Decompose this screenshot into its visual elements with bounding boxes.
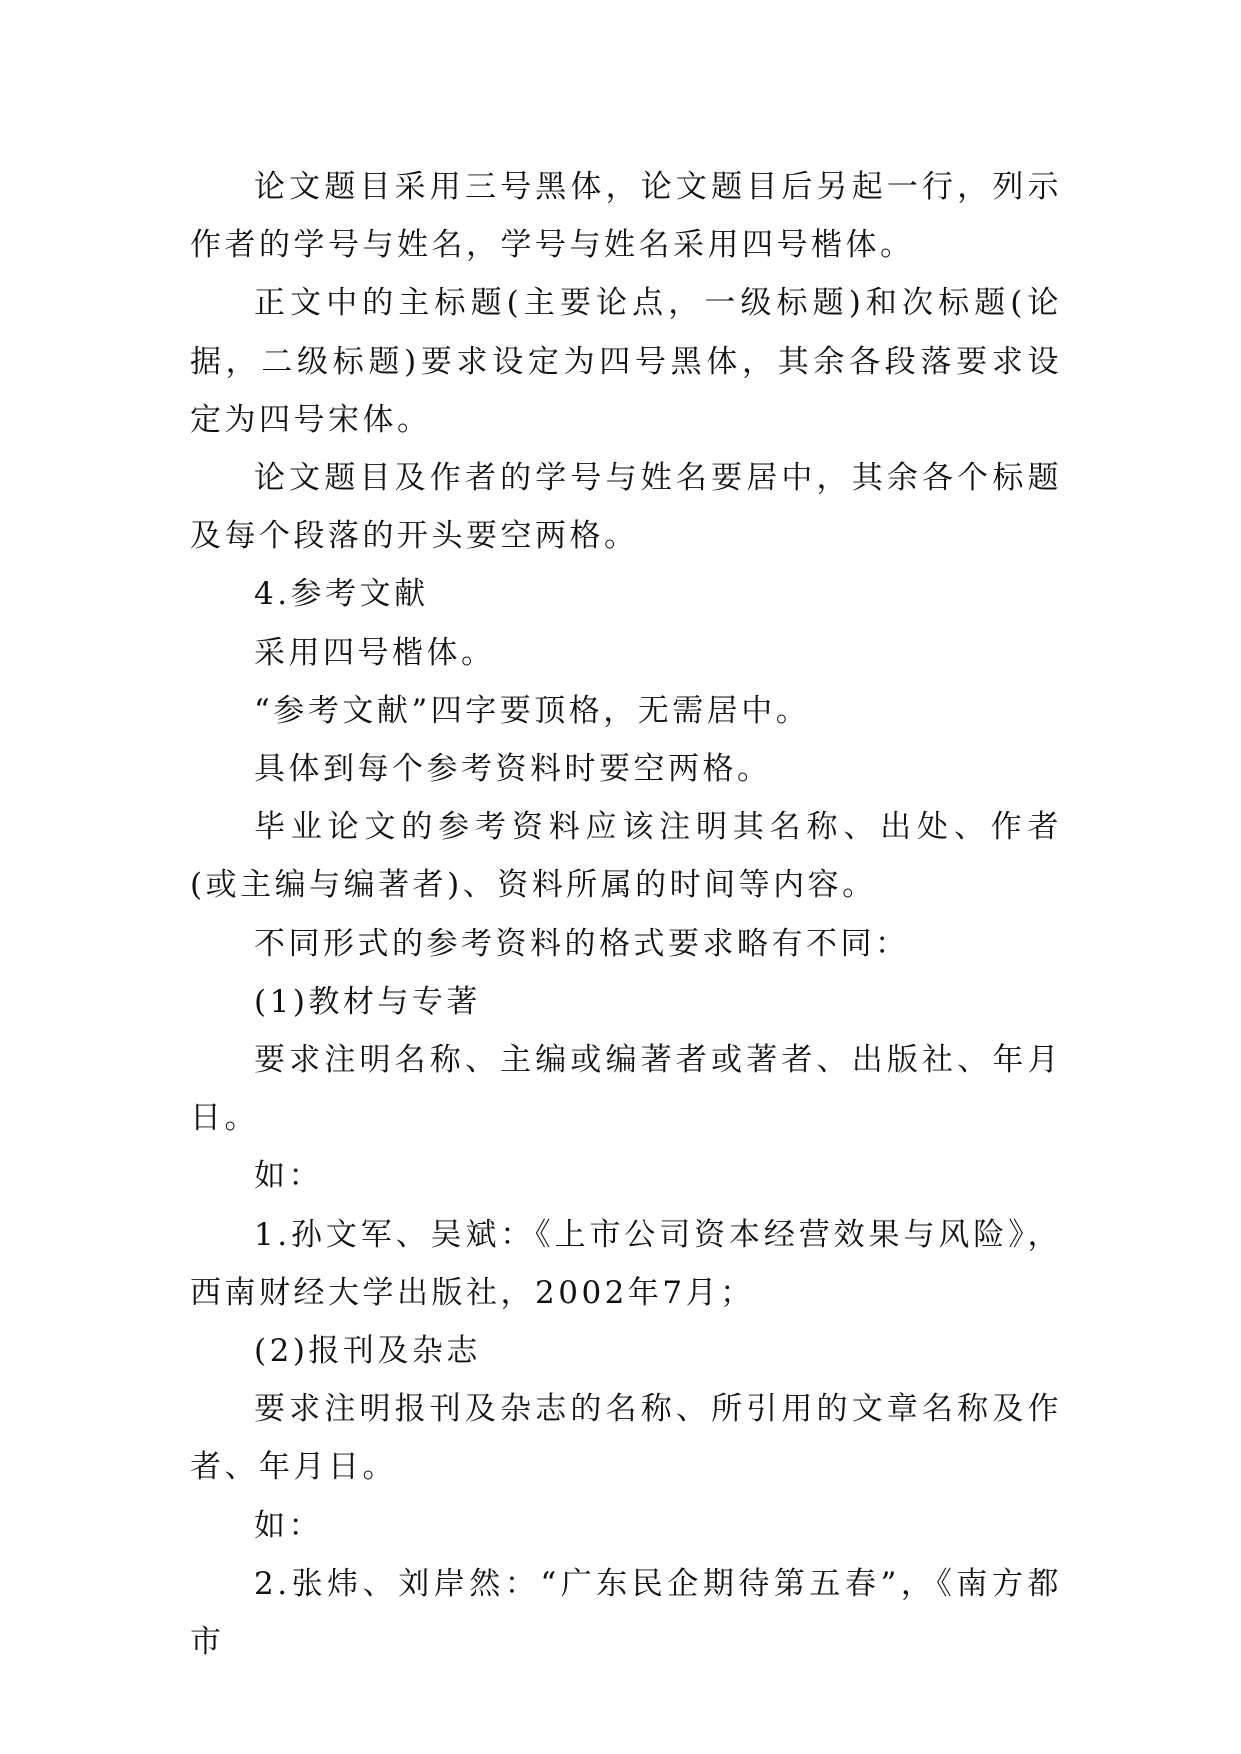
- paragraph-alignment-rule: 论文题目及作者的学号与姓名要居中，其余各个标题及每个段落的开头要空两格。: [190, 460, 1062, 555]
- section-heading-references: 4.参考文献: [254, 576, 429, 613]
- subheading-textbooks: (1)教材与专著: [254, 983, 481, 1020]
- paragraph-example-label: 如：: [254, 1158, 323, 1195]
- paragraph-periodicals-rule: 要求注明报刊及杂志的名称、所引用的文章名称及作者、年月日。: [190, 1391, 1062, 1486]
- paragraph-example-label: 如：: [254, 1507, 323, 1544]
- paragraph-references-indent-rule: 具体到每个参考资料时要空两格。: [254, 751, 772, 788]
- paragraph-references-heading-rule: “参考文献”四字要顶格，无需居中。: [254, 692, 811, 729]
- subheading-periodicals: (2)报刊及杂志: [254, 1333, 481, 1370]
- paragraph-title-format: 论文题目采用三号黑体，论文题目后另起一行，列示作者的学号与姓名，学号与姓名采用四号楷体。: [190, 169, 1062, 264]
- paragraph-heading-format: 正文中的主标题(主要论点，一级标题)和次标题(论据，二级标题)要求设定为四号黑体，其余各段落要求设定为四号宋体。: [190, 285, 1062, 438]
- reference-example-1: 1.孙文军、吴斌：《上市公司资本经营效果与风险》，西南财经大学出版社，2002年7月；: [190, 1216, 1062, 1311]
- document-body: [190, 158, 1062, 1671]
- paragraph-references-content-rule: 毕业论文的参考资料应该注明其名称、出处、作者(或主编与编著者)、资料所属的时间等内容。: [190, 809, 1062, 904]
- paragraph-references-format-intro: 不同形式的参考资料的格式要求略有不同：: [254, 925, 910, 962]
- paragraph-textbooks-rule: 要求注明名称、主编或编著者或著者、出版社、年月日。: [190, 1042, 1062, 1137]
- paragraph-references-font: 采用四号楷体。: [254, 634, 496, 671]
- reference-example-2: 2.张炜、刘岸然：“广东民企期待第五春”，《南方都市: [190, 1565, 1062, 1661]
